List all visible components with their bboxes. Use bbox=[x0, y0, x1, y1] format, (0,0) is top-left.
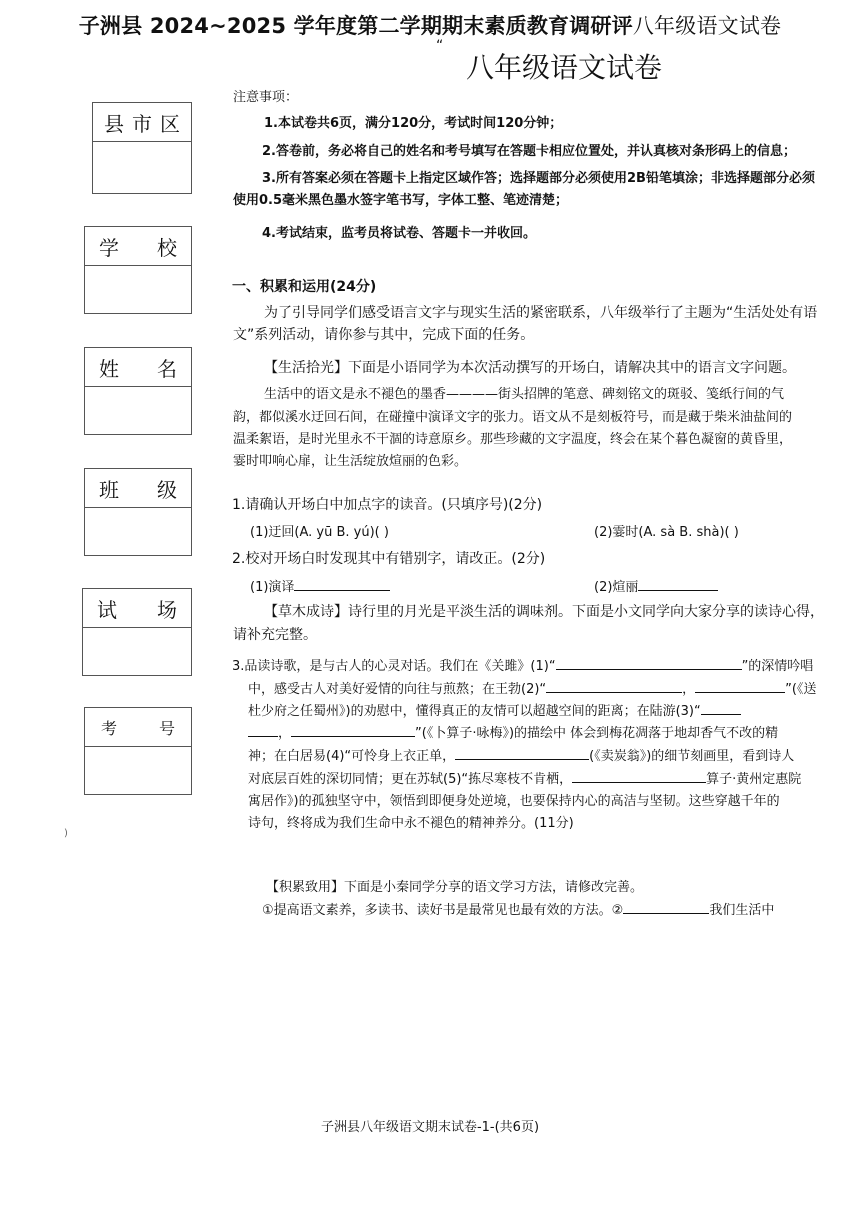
exam-number-box bbox=[84, 707, 192, 795]
notice-heading: 注意事项： bbox=[233, 90, 299, 105]
exam-room-box bbox=[82, 588, 192, 676]
q3-text: 算子·黄州定惠院 bbox=[706, 772, 802, 787]
exam-number-label-char: 号 bbox=[158, 718, 175, 738]
q3-text: ”的深情吟唱 bbox=[741, 659, 814, 674]
question-3-line bbox=[248, 768, 801, 787]
intro-text: 文”系列活动，请你参与其中，完成下面的任务。 bbox=[233, 327, 535, 343]
task-apply-text bbox=[262, 899, 774, 918]
task-apply-sentence: 我们生活中 bbox=[709, 903, 775, 918]
name-box bbox=[84, 347, 192, 435]
q3-text: ， bbox=[278, 726, 292, 741]
q1-option-2[interactable]: (2)霎时(A. sà B. shà)( ) bbox=[594, 525, 739, 540]
margin-mark: ) bbox=[64, 828, 68, 839]
exam-title bbox=[0, 10, 860, 40]
q3-blank-4[interactable] bbox=[455, 745, 589, 760]
county-label-char: 县 bbox=[104, 111, 124, 136]
q2-option-1 bbox=[250, 576, 390, 595]
q2-answer-blank-1[interactable] bbox=[294, 576, 390, 591]
question-3-line: 诗句，终将成为我们生命中永不褪色的精神养分。(11分) bbox=[248, 816, 574, 831]
county-label-char: 市 bbox=[132, 111, 152, 136]
notice-item: 3.所有答案必须在答题卡上指定区域作答；选择题部分必须使用2B铅笔填涂；非选择题部分必须 bbox=[262, 171, 815, 186]
q3-blank-5[interactable] bbox=[572, 768, 706, 783]
q3-blank-2a[interactable] bbox=[546, 678, 682, 693]
question-3-line: 寓居作》)的孤独坚守中，领悟到即便身处逆境，也要保持内心的高洁与坚韧。这些穿越千年的 bbox=[248, 794, 780, 809]
school-label-char: 学 bbox=[99, 235, 119, 260]
intro-text: 为了引导同学们感受语言文字与现实生活的紧密联系，八年级举行了主题为“生活处处有语 bbox=[264, 305, 818, 321]
q3-text: 3.品读诗歌，是与古人的心灵对话。我们在《关雎》(1)“ bbox=[232, 659, 556, 674]
notice-item: 1.本试卷共6页，满分120分，考试时间120分钟； bbox=[264, 116, 563, 131]
county-box bbox=[92, 102, 192, 194]
task-apply-heading: 【积累致用】下面是小秦同学分享的语文学习方法，请修改完善。 bbox=[266, 880, 644, 895]
q3-text: (《卖炭翁》)的细节刻画里，看到诗人 bbox=[589, 749, 795, 764]
school-box bbox=[84, 226, 192, 314]
class-field[interactable] bbox=[85, 508, 191, 555]
page-footer: 子洲县八年级语文期末试卷-1-(共6页) bbox=[320, 1120, 540, 1135]
question-3-line bbox=[248, 745, 794, 764]
notice-item: 4.考试结束，监考员将试卷、答题卡一并收回。 bbox=[262, 226, 536, 241]
exam-room-label-char: 试 bbox=[97, 597, 117, 622]
exam-number-field[interactable] bbox=[85, 747, 191, 794]
task-poem-heading: 【草木成诗】诗行里的月光是平淡生活的调味剂。下面是小文同学向大家分享的读诗心得， bbox=[264, 604, 824, 620]
class-box bbox=[84, 468, 192, 556]
notice-item: 2.答卷前，务必将自己的姓名和考号填写在答题卡相应位置处，并认真核对条形码上的信息； bbox=[262, 144, 796, 159]
passage-line: 温柔絮语，是时光里永不干涸的诗意原乡。那些珍藏的文字温度，终会在某个暮色凝窗的黄昏里， bbox=[233, 432, 793, 447]
q3-text: ”(《卜算子·咏梅》)的描绘中 体会到梅花凋落于地却香气不改的精 bbox=[415, 726, 779, 741]
class-label-char: 级 bbox=[157, 477, 177, 502]
question-1: 1.请确认开场白中加点字的读音。(只填序号)(2分) bbox=[232, 497, 543, 513]
passage-line: 韵，都似溪水迂回石间，在碰撞中演译文字的张力。语文从不是刻板符号，而是藏于柴米油盐间的 bbox=[233, 410, 793, 425]
q2-option-2 bbox=[594, 576, 718, 595]
q3-blank-2b[interactable] bbox=[695, 678, 785, 693]
q3-blank-3c[interactable] bbox=[291, 722, 415, 737]
notice-item: 使用0.5毫米黑色墨水签字笔书写，字体工整、笔迹清楚； bbox=[233, 193, 569, 208]
exam-room-field[interactable] bbox=[83, 628, 191, 675]
class-label-char: 班 bbox=[99, 477, 119, 502]
passage-line: 生活中的语文是永不褪色的墨香————街头招牌的笔意、碑刻铭文的斑驳、笺纸行间的气 bbox=[264, 387, 785, 402]
exam-title-tail: 八年级语文试卷 bbox=[632, 14, 782, 38]
school-label-char: 校 bbox=[157, 235, 177, 260]
task-life-heading: 【生活拾光】下面是小语同学为本次活动撰写的开场白，请解决其中的语言文字问题。 bbox=[264, 360, 796, 376]
q3-text: 神；在白居易(4)“可怜身上衣正单， bbox=[248, 749, 456, 764]
q2-option-1-label: (1)演译 bbox=[250, 580, 295, 595]
q3-text: ”(《送 bbox=[785, 682, 817, 697]
q3-text: 对底层百姓的深切同情；更在苏轼(5)“拣尽寒枝不肯栖， bbox=[248, 772, 573, 787]
question-2: 2.校对开场白时发现其中有错别字，请改正。(2分) bbox=[232, 551, 546, 567]
q3-blank-1[interactable] bbox=[556, 655, 742, 670]
task-apply-sentence: ①提高语文素养，多读书、读好书是最常见也最有效的方法。② bbox=[262, 903, 624, 918]
subtitle-mark: “ bbox=[436, 38, 444, 54]
name-label-char: 名 bbox=[157, 356, 177, 381]
county-label-char: 区 bbox=[160, 111, 180, 136]
exam-subtitle: 八年级语文试卷 bbox=[466, 51, 663, 84]
question-3-line bbox=[232, 655, 813, 674]
county-field[interactable] bbox=[93, 142, 191, 189]
school-field[interactable] bbox=[85, 266, 191, 313]
q2-option-2-label: (2)煊丽 bbox=[594, 580, 639, 595]
q3-text: 杜少府之任蜀州》)的劝慰中，懂得真正的友情可以超越空间的距离；在陆游(3)“ bbox=[248, 704, 701, 719]
q3-text: 中，感受古人对美好爱情的向往与煎熬；在王勃(2)“ bbox=[248, 682, 547, 697]
task-poem-text: 请补充完整。 bbox=[233, 627, 317, 643]
q3-text: ， bbox=[682, 682, 696, 697]
name-label-char: 姓 bbox=[99, 356, 119, 381]
exam-room-label-char: 场 bbox=[157, 597, 177, 622]
exam-number-label-char: 考 bbox=[101, 718, 118, 738]
question-3-line bbox=[248, 722, 778, 741]
q2-answer-blank-2[interactable] bbox=[638, 576, 718, 591]
section-heading: 一、积累和运用(24分) bbox=[232, 279, 377, 295]
passage-line: 霎时叩响心扉，让生活绽放煊丽的色彩。 bbox=[233, 454, 468, 469]
question-3-line bbox=[248, 678, 816, 697]
q1-option-1[interactable]: (1)迂回(A. yū B. yú)( ) bbox=[250, 525, 389, 540]
task-apply-blank[interactable] bbox=[623, 899, 709, 914]
q3-blank-3a[interactable] bbox=[701, 700, 741, 715]
q3-blank-3b[interactable] bbox=[248, 722, 278, 737]
name-field[interactable] bbox=[85, 387, 191, 434]
question-3-line bbox=[248, 700, 741, 719]
exam-title-main: 子洲县 2024~2025 学年度第二学期期末素质教育调研评 bbox=[78, 14, 633, 38]
